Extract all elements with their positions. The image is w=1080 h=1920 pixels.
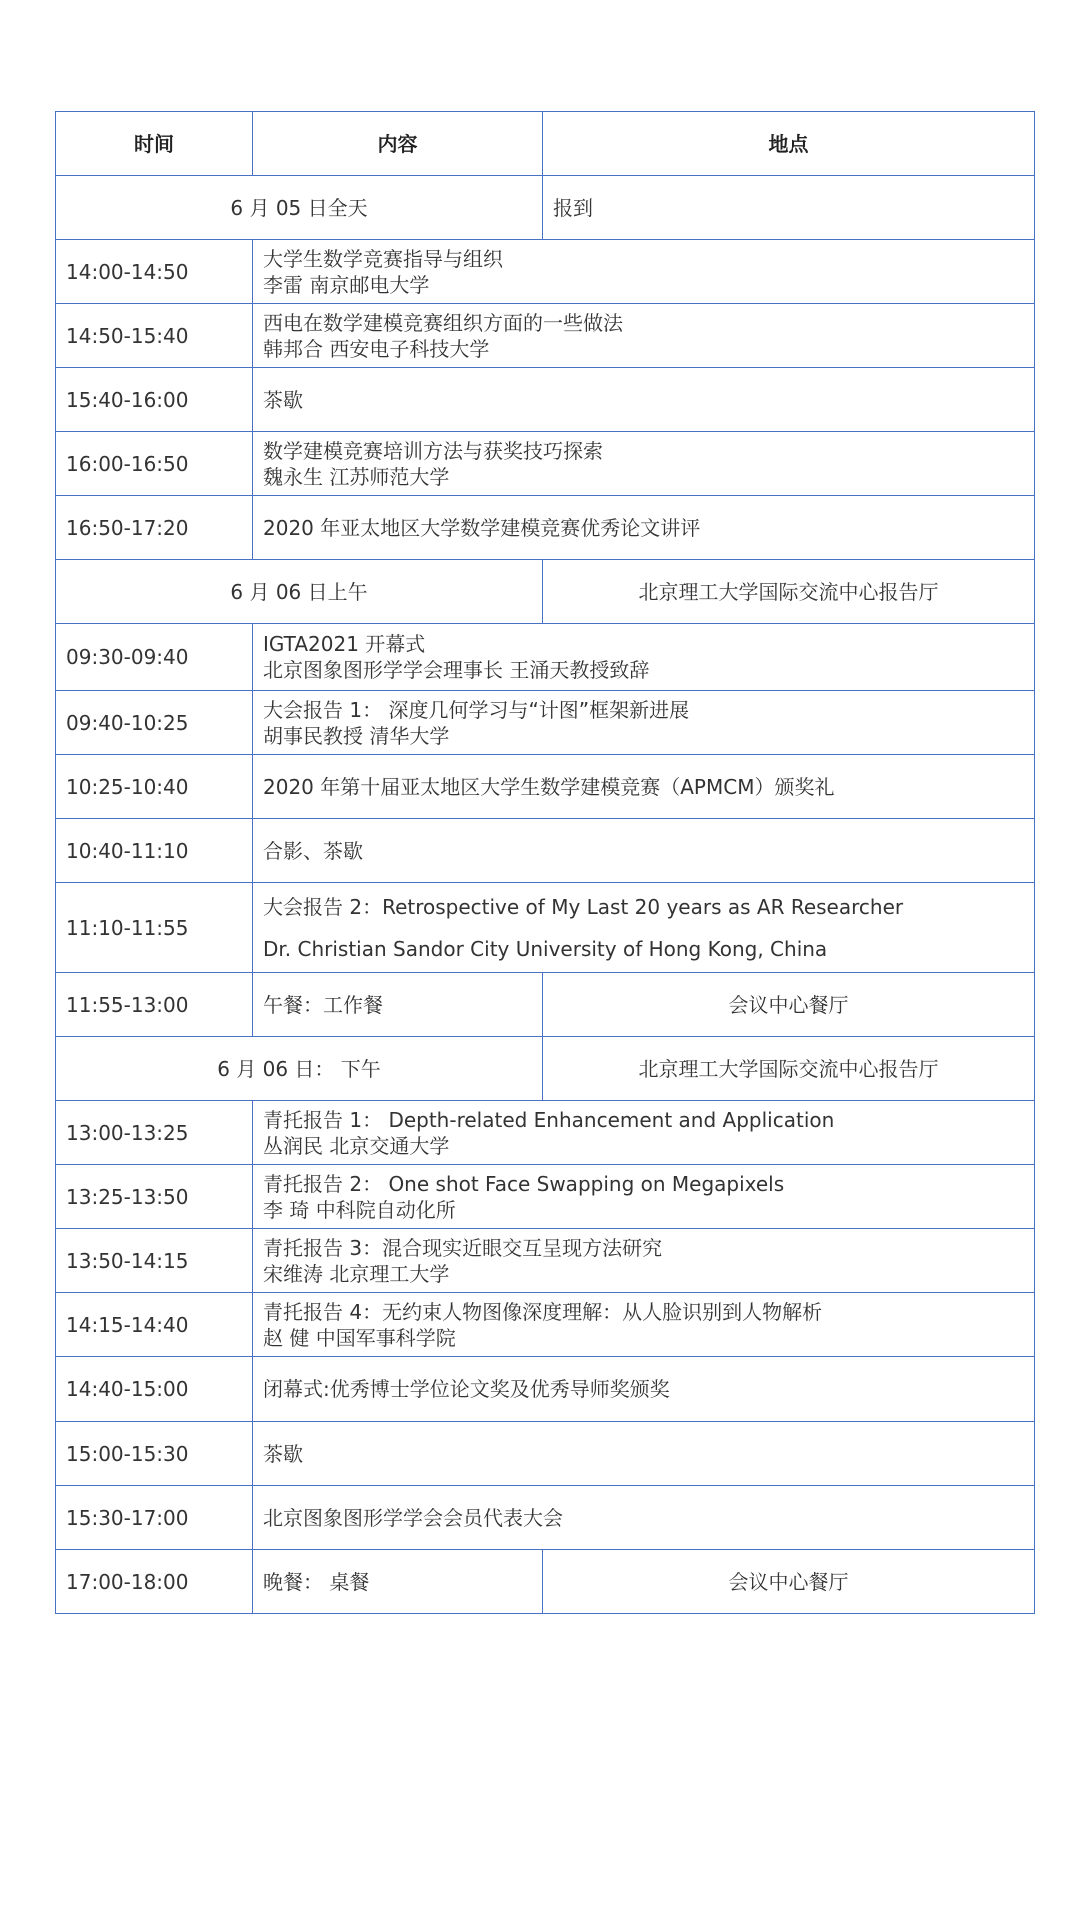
content-cell: [253, 624, 1035, 691]
content-line: 丛润民 北京交通大学: [263, 1133, 450, 1158]
schedule-body: [56, 176, 1035, 1614]
content-line: 青托报告 4：无约束人物图像深度理解：从人脸识别到人物解析: [263, 1299, 823, 1324]
content-cell: [253, 755, 1035, 819]
header-row: [56, 112, 1035, 176]
content-line: 赵 健 中国军事科学院: [263, 1325, 456, 1350]
content-line: 北京图象图形学学会理事长 王涌天教授致辞: [263, 658, 650, 682]
content-line: 数学建模竞赛培训方法与获奖技巧探索: [263, 438, 603, 463]
time-cell: 13:25-13:50: [56, 1165, 253, 1229]
content-line: 北京图象图形学学会会员代表大会: [263, 1505, 563, 1530]
content-cell: [253, 1293, 1035, 1357]
schedule-row: [56, 304, 1035, 368]
schedule-row: [56, 1357, 1035, 1422]
schedule-row: [56, 1165, 1035, 1229]
schedule-row: [56, 691, 1035, 755]
content-line: 李 琦 中科院自动化所: [263, 1197, 456, 1222]
schedule-row: [56, 973, 1035, 1037]
schedule-row: [56, 368, 1035, 432]
time-cell: 16:00-16:50: [56, 432, 253, 496]
content-line: 韩邦合 西安电子科技大学: [263, 336, 490, 361]
content-line: 大会报告 1： 深度几何学习与“计图”框架新进展: [263, 697, 690, 722]
section-location: 北京理工大学国际交流中心报告厅: [543, 1037, 1035, 1101]
content-line: 西电在数学建模竞赛组织方面的一些做法: [263, 310, 623, 335]
time-cell: 14:15-14:40: [56, 1293, 253, 1357]
content-cell: [253, 1165, 1035, 1229]
content-cell: [253, 1357, 1035, 1422]
time-cell: 16:50-17:20: [56, 496, 253, 560]
content-cell: [253, 819, 1035, 883]
time-cell: 15:30-17:00: [56, 1486, 253, 1550]
content-cell: [253, 496, 1035, 560]
content-cell: [253, 1486, 1035, 1550]
schedule-row: [56, 1293, 1035, 1357]
content-line: 胡事民教授 清华大学: [263, 723, 450, 748]
content-cell: 午餐：工作餐: [253, 973, 543, 1037]
content-line: 合影、茶歇: [263, 838, 363, 863]
schedule-row: [56, 1550, 1035, 1614]
content-line: 青托报告 3：混合现实近眼交互呈现方法研究: [263, 1235, 663, 1260]
header-content: 内容: [253, 112, 543, 176]
content-line: IGTA2021 开幕式: [263, 632, 426, 656]
time-cell: 17:00-18:00: [56, 1550, 253, 1614]
time-cell: 13:50-14:15: [56, 1229, 253, 1293]
content-line: 茶歇: [263, 387, 303, 412]
schedule-row: [56, 819, 1035, 883]
time-cell: 14:50-15:40: [56, 304, 253, 368]
section-day: 6 月 06 日上午: [56, 560, 543, 624]
content-cell: [253, 691, 1035, 755]
schedule-row: [56, 1422, 1035, 1486]
time-cell: 14:40-15:00: [56, 1357, 253, 1422]
content-line: 青托报告 2： One shot Face Swapping on Megapixels: [263, 1171, 785, 1196]
schedule-row: [56, 624, 1035, 691]
time-cell: 15:40-16:00: [56, 368, 253, 432]
section-day: 6 月 05 日全天: [56, 176, 543, 240]
content-line: 闭幕式:优秀博士学位论文奖及优秀导师奖颁奖: [263, 1377, 670, 1401]
content-cell: [253, 240, 1035, 304]
content-line: 魏永生 江苏师范大学: [263, 464, 450, 489]
content-cell: [253, 1229, 1035, 1293]
content-line: 2020 年亚太地区大学数学建模竞赛优秀论文讲评: [263, 515, 701, 540]
time-cell: 13:00-13:25: [56, 1101, 253, 1165]
schedule-row: [56, 496, 1035, 560]
header-location: 地点: [543, 112, 1035, 176]
content-cell: [253, 304, 1035, 368]
schedule-row: [56, 1101, 1035, 1165]
content-cell: [253, 883, 1035, 973]
section-day: 6 月 06 日： 下午: [56, 1037, 543, 1101]
content-cell: 晚餐： 桌餐: [253, 1550, 543, 1614]
content-line: Dr. Christian Sandor City University of Hong Kong, China: [263, 936, 828, 961]
content-line: 大会报告 2：Retrospective of My Last 20 years as AR Researcher: [263, 894, 904, 919]
content-line: 宋维涛 北京理工大学: [263, 1261, 450, 1286]
schedule-table: [55, 111, 1035, 1614]
content-line: 青托报告 1： Depth-related Enhancement and Application: [263, 1107, 835, 1132]
content-line: 李雷 南京邮电大学: [263, 272, 430, 297]
schedule-row: [56, 1486, 1035, 1550]
time-cell: 14:00-14:50: [56, 240, 253, 304]
schedule-row: [56, 755, 1035, 819]
content-cell: [253, 432, 1035, 496]
section-location: 北京理工大学国际交流中心报告厅: [543, 560, 1035, 624]
schedule-row: [56, 240, 1035, 304]
section-row: [56, 560, 1035, 624]
schedule-row: [56, 432, 1035, 496]
content-cell: [253, 1101, 1035, 1165]
time-cell: 11:10-11:55: [56, 883, 253, 973]
schedule-row: [56, 883, 1035, 973]
time-cell: 09:30-09:40: [56, 624, 253, 691]
time-cell: 11:55-13:00: [56, 973, 253, 1037]
content-line: 2020 年第十届亚太地区大学生数学建模竞赛（APMCM）颁奖礼: [263, 774, 835, 799]
location-cell: 会议中心餐厅: [543, 1550, 1035, 1614]
schedule-row: [56, 1229, 1035, 1293]
content-line: 大学生数学竞赛指导与组织: [263, 246, 503, 271]
time-cell: 09:40-10:25: [56, 691, 253, 755]
time-cell: 10:40-11:10: [56, 819, 253, 883]
header-time: 时间: [56, 112, 253, 176]
section-location: 报到: [543, 176, 1035, 240]
time-cell: 15:00-15:30: [56, 1422, 253, 1486]
content-cell: [253, 1422, 1035, 1486]
content-cell: [253, 368, 1035, 432]
section-row: [56, 176, 1035, 240]
section-row: [56, 1037, 1035, 1101]
time-cell: 10:25-10:40: [56, 755, 253, 819]
location-cell: 会议中心餐厅: [543, 973, 1035, 1037]
content-line: 茶歇: [263, 1441, 303, 1466]
